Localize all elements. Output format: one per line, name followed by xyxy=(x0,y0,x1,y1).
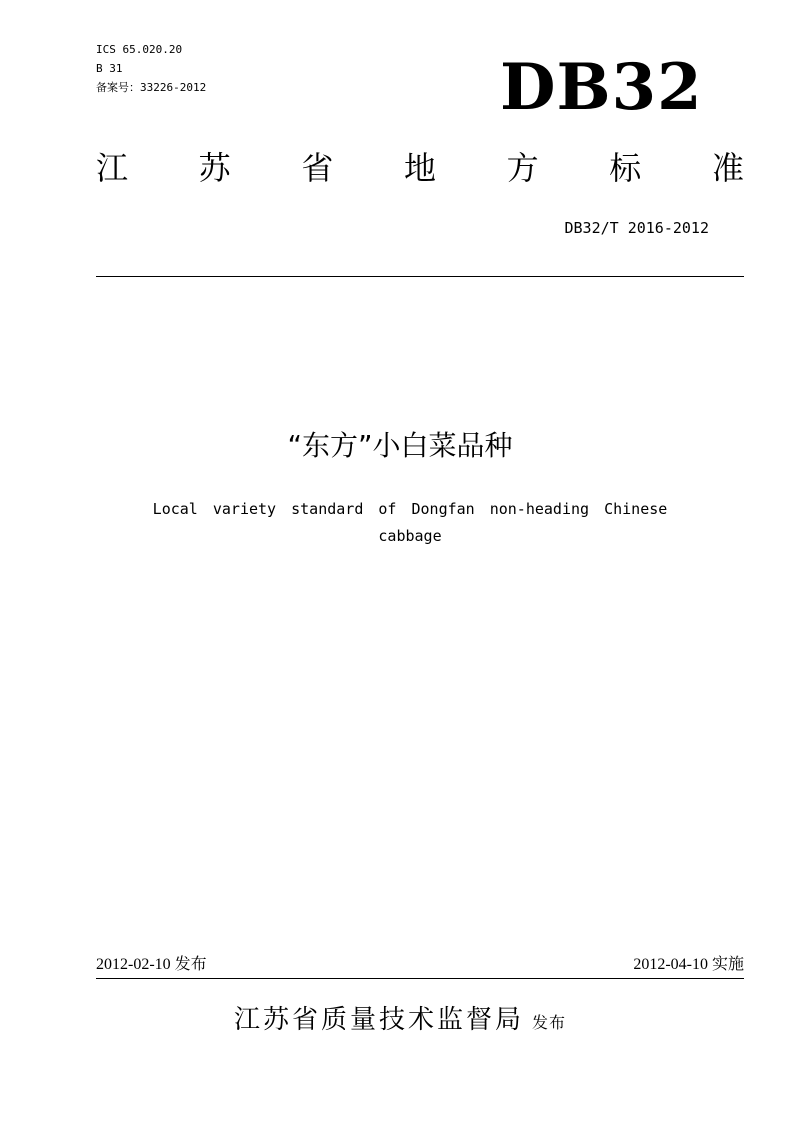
title-char: 标 xyxy=(609,149,642,187)
title-char: 准 xyxy=(711,149,744,187)
header-divider xyxy=(96,276,744,277)
title-char: 方 xyxy=(506,149,539,187)
effective-date: 2012-04-10 实施 xyxy=(633,956,744,973)
issuer-suffix: 发布 xyxy=(532,1013,567,1032)
issuer-name: 江苏省质量技术监督局 xyxy=(233,1005,524,1035)
document-title-english: Local variety standard of Dongfan non-heading Chinese cabbage xyxy=(152,500,668,545)
standard-category-title xyxy=(96,146,744,190)
document-metadata xyxy=(96,40,206,97)
title-char: 江 xyxy=(96,149,129,187)
title-char: 省 xyxy=(301,149,334,187)
title-char: 苏 xyxy=(198,149,231,187)
ccs-code: B 31 xyxy=(96,62,123,75)
standard-number: DB32/T 2016-2012 xyxy=(564,219,709,237)
date-row xyxy=(96,954,744,976)
document-title-chinese: “东方”小白菜品种 xyxy=(287,429,513,462)
footer-divider xyxy=(96,978,744,979)
ics-code: ICS 65.020.20 xyxy=(96,43,183,56)
issuing-authority xyxy=(96,998,704,1045)
filing-number: 备案号：33226-2012 xyxy=(96,81,207,94)
standard-logo: DB32 xyxy=(500,50,703,125)
release-date: 2012-02-10 发布 xyxy=(96,956,207,973)
title-char: 地 xyxy=(403,149,436,187)
